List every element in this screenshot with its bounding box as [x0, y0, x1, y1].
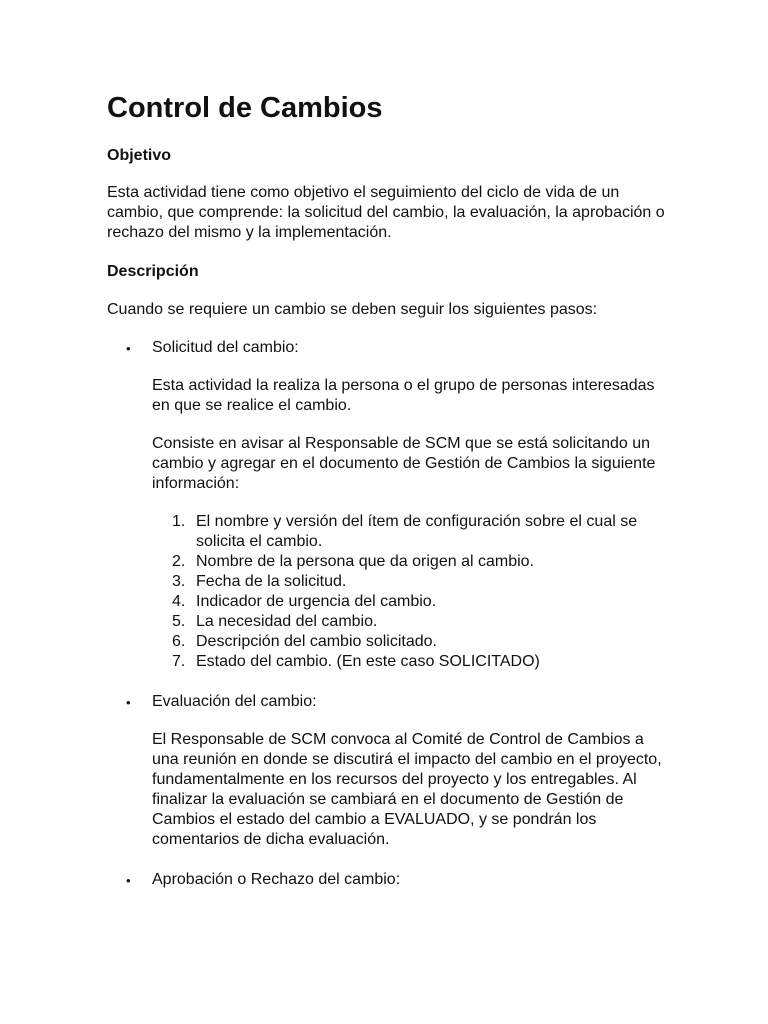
list-item [152, 592, 672, 612]
objetivo-paragraph: Esta actividad tiene como objetivo el seguimiento del ciclo de vida de un cambio, que comprende: la solicitud del cambio, la evaluación, la aprobación o rechazo del mismo y la implementación. [107, 184, 665, 241]
list-item [152, 552, 672, 572]
list-item-text: Indicador de urgencia del cambio. [196, 593, 437, 610]
descripcion-intro: Cuando se requiere un cambio se deben seguir los siguientes pasos: [107, 301, 598, 318]
list-item-text: Estado del cambio. (En este caso SOLICITADO) [196, 653, 540, 670]
list-number: 1. [172, 513, 186, 530]
descripcion-heading: Descripción [107, 263, 199, 280]
bullet-icon: • [126, 873, 131, 888]
list-item [152, 632, 672, 652]
list-item-text: Fecha de la solicitud. [196, 573, 347, 590]
list-item [152, 512, 672, 552]
solicitud-paragraph-1: Esta actividad la realiza la persona o el grupo de personas interesadas en que se realice el cambio. [152, 377, 655, 414]
solicitud-steps-list [152, 512, 672, 672]
list-number: 2. [172, 553, 186, 570]
page-title: Control de Cambios [107, 92, 383, 124]
list-item [152, 652, 672, 672]
objetivo-heading: Objetivo [107, 147, 172, 164]
list-number: 5. [172, 613, 186, 630]
list-number: 4. [172, 593, 186, 610]
list-item-text: Descripción del cambio solicitado. [196, 633, 437, 650]
bullet-icon: • [126, 341, 131, 356]
bullet-icon: • [126, 695, 131, 710]
list-item [152, 612, 672, 632]
section-title-solicitud: Solicitud del cambio: [152, 339, 299, 356]
evaluacion-paragraph: El Responsable de SCM convoca al Comité de Control de Cambios a una reunión en donde se discutirá el impacto del cambio en el proyecto, fundamentalmente en los recursos del proyecto y los entregables. Al finalizar la evaluación se cambiará en el documento de Gestión de Cambios el estado del cambio a EVALUADO, y se pondrán los comentarios de dicha evaluación. [152, 731, 662, 848]
list-item-text: Nombre de la persona que da origen al cambio. [196, 553, 534, 570]
list-item [152, 572, 672, 592]
list-item-text: El nombre y versión del ítem de configuración sobre el cual se solicita el cambio. [196, 513, 638, 550]
list-number: 6. [172, 633, 186, 650]
list-item-text: La necesidad del cambio. [196, 613, 378, 630]
solicitud-paragraph-2: Consiste en avisar al Responsable de SCM que se está solicitando un cambio y agregar en el documento de Gestión de Cambios la siguiente información: [152, 435, 656, 492]
section-title-evaluacion: Evaluación del cambio: [152, 693, 317, 710]
list-number: 3. [172, 573, 186, 590]
section-title-aprobacion: Aprobación o Rechazo del cambio: [152, 871, 401, 888]
list-number: 7. [172, 653, 186, 670]
